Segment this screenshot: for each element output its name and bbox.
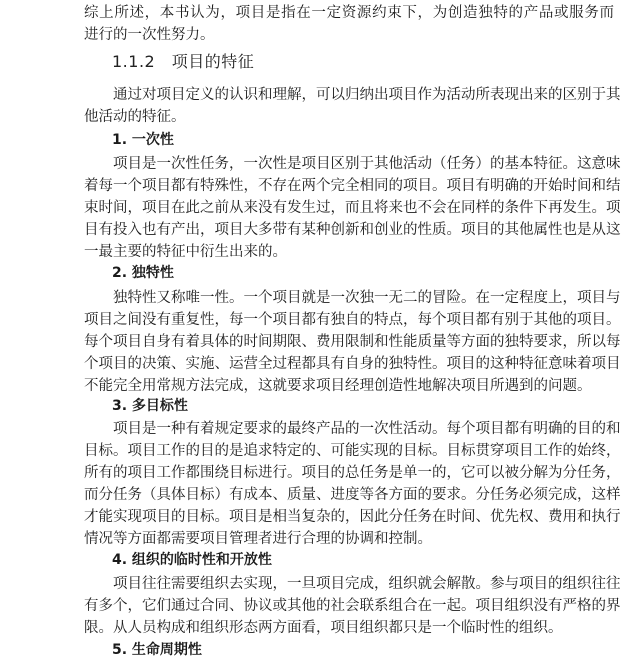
paragraph-line: 目标。项目工作的目的是追求特定的、可能实现的目标。目标贯穿项目工作的始终， — [84, 443, 621, 459]
paragraph-line: 所有的项目工作都围绕目标进行。项目的总任务是单一的，它可以被分解为分任务， — [84, 465, 621, 481]
paragraph-line: 才能实现项目的目标。项目是相当复杂的，因此分任务在时间、优先权、费用和执行 — [84, 509, 621, 525]
paragraph-line: 目有投入也有产出，项目大多带有某种创新和创业的性质。项目的其他属性也是从这 — [84, 222, 621, 238]
paragraph-line: 一最主要的特征中衍生出来的。 — [84, 244, 287, 260]
section-heading: 1.1.2 项目的特征 — [112, 52, 255, 71]
paragraph-line: 束时间，项目在此之前从来没有发生过，而且将来也不会在同样的条件下再发生。项 — [84, 200, 621, 216]
feature-heading-uniqueness: 2. 独特性 — [112, 265, 174, 281]
paragraph-line: 而分任务（具体目标）有成本、质量、进度等各方面的要求。分任务必须完成，这样 — [84, 487, 621, 503]
paragraph-line: 情况等方面都需要项目管理者进行合理的协调和控制。 — [84, 531, 432, 547]
intro-line-1: 综上所述，本书认为，项目是指在一定资源约束下，为创造独特的产品或服务而 — [84, 5, 614, 21]
paragraph-line: 限。从人员构成和组织形态两方面看，项目组织都只是一个临时性的组织。 — [84, 620, 563, 636]
paragraph-line: 不能完全用常规方法完成，这就要求项目经理创造性地解决项目所遇到的问题。 — [84, 378, 592, 394]
intro-line-2: 进行的一次性努力。 — [84, 27, 215, 43]
lead-line-2: 他活动的特征。 — [84, 109, 186, 125]
feature-heading-multi-objective: 3. 多目标性 — [112, 398, 188, 414]
paragraph-line: 项目是一次性任务，一次性是项目区别于其他活动（任务）的基本特征。这意味 — [113, 156, 621, 172]
lead-line-1: 通过对项目定义的认识和理解，可以归纳出项目作为活动所表现出来的区别于其 — [113, 87, 621, 103]
paragraph-line: 个项目的决策、实施、运营全过程都具有自身的独特性。项目的这种特征意味着项目 — [84, 356, 621, 372]
paragraph-line: 每个项目自身有着具体的时间期限、费用限制和性能质量等方面的独特要求，所以每 — [84, 334, 621, 350]
feature-heading-one-time: 1. 一次性 — [112, 132, 174, 148]
paragraph-line: 有多个，它们通过合同、协议或其他的社会联系组合在一起。项目组织没有严格的界 — [84, 598, 621, 614]
paragraph-line: 项目之间没有重复性，每一个项目都有独自的特点，每个项目都有别于其他的项目。 — [84, 312, 621, 328]
feature-heading-life-cycle: 5. 生命周期性 — [112, 642, 202, 658]
paragraph-line: 项目是一种有着规定要求的最终产品的一次性活动。每个项目都有明确的目的和 — [113, 421, 621, 437]
paragraph-line: 独特性又称唯一性。一个项目就是一次独一无二的冒险。在一定程度上，项目与 — [113, 290, 621, 306]
paragraph-line: 项目往往需要组织去实现，一旦项目完成，组织就会解散。参与项目的组织往往 — [113, 576, 621, 592]
paragraph-line: 着每一个项目都有特殊性，不存在两个完全相同的项目。项目有明确的开始时间和结 — [84, 178, 621, 194]
feature-heading-temporary-organization: 4. 组织的临时性和开放性 — [112, 552, 272, 568]
